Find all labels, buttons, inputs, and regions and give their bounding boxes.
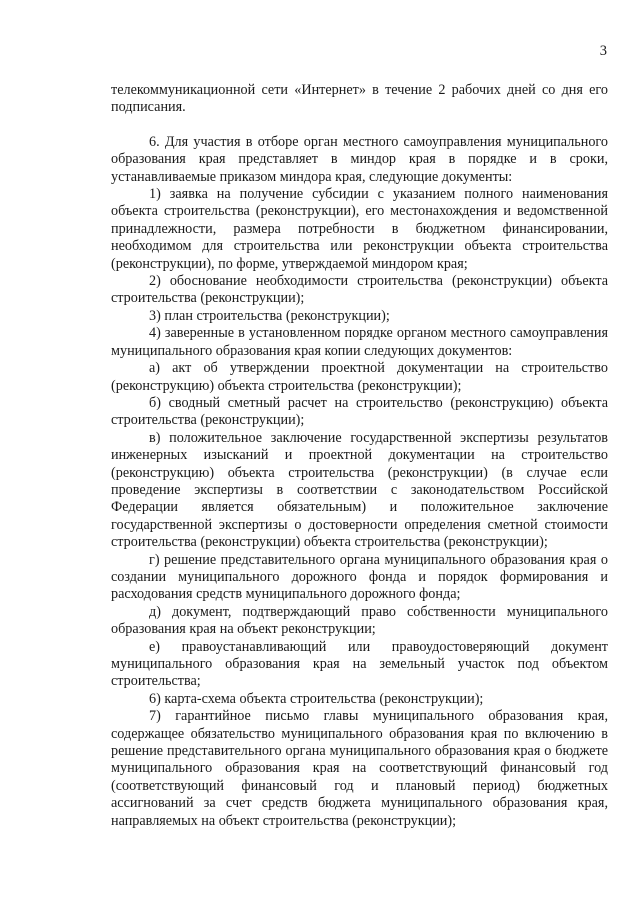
paragraph-item-6: 6) карта-схема объекта строительства (реконструкции); bbox=[149, 690, 484, 707]
paragraph-subitem-v: в) положительное заключение государственной экспертизы результатов инженерных изысканий и проектной документации на строительство (реконструкцию) объекта строительства (реконструкции) (в случае если проведение экспертизы в соответствии с законодательством Российской Федерации является обязательным) и положительное заключение государственной экспертизы о достоверности определения сметной стоимости строительства (реконструкции) объекта строительства (реконструкции); bbox=[111, 429, 608, 551]
document-body bbox=[111, 82, 608, 830]
paragraph-subitem-b: б) сводный сметный расчет на строительство (реконструкцию) объекта строительства (реконструкции); bbox=[111, 394, 608, 429]
paragraph-section-6: 6. Для участия в отборе орган местного самоуправления муниципального образования края представляет в миндор края в порядке и в сроки, устанавливаемые приказом миндора края, следующие документы: bbox=[111, 133, 608, 185]
paragraph-subitem-d: д) документ, подтверждающий право собственности муниципального образования края на объект реконструкции; bbox=[111, 603, 608, 638]
paragraph-item-2: 2) обоснование необходимости строительства (реконструкции) объекта строительства (реконструкции); bbox=[111, 273, 608, 307]
paragraph-item-3: 3) план строительства (реконструкции); bbox=[149, 307, 390, 324]
page-number: 3 bbox=[599, 43, 607, 59]
paragraph-subitem-e: е) правоустанавливающий или правоудостоверяющий документ муниципального образования края на земельный участок под объектом строительства; bbox=[111, 638, 608, 690]
paragraph-item-7: 7) гарантийное письмо главы муниципального образования края, содержащее обязательство муниципального образования края по включению в решение представительного органа муниципального образования края о бюджете муниципального образования края на соответствующий финансовый год (соответствующий финансовый год и плановый период) бюджетных ассигнований за счет средств бюджета муниципального образования края, направляемых на объект строительства (реконструкции); bbox=[111, 708, 608, 829]
paragraph-subitem-g: г) решение представительного органа муниципального образования края о создании муниципального дорожного фонда и порядок формирования и расходования средств муниципального дорожного фонда; bbox=[111, 551, 608, 603]
paragraph-item-4: 4) заверенные в установленном порядке органом местного самоуправления муниципального образования края копии следующих документов: bbox=[111, 325, 608, 359]
paragraph-continuation: телекоммуникационной сети «Интернет» в течение 2 рабочих дней со дня его подписания. bbox=[111, 82, 608, 116]
paragraph-item-1: 1) заявка на получение субсидии с указанием полного наименования объекта строительства (реконструкции), его местонахождения и ведомственной принадлежности, размера потребности в бюджетном финансировании, необходимом для строительства или реконструкции объекта строительства (реконструкции), по форме, утверждаемой миндором края; bbox=[111, 186, 608, 272]
paragraph-subitem-a: а) акт об утверждении проектной документации на строительство (реконструкцию) объекта строительства (реконструкции); bbox=[111, 360, 608, 394]
